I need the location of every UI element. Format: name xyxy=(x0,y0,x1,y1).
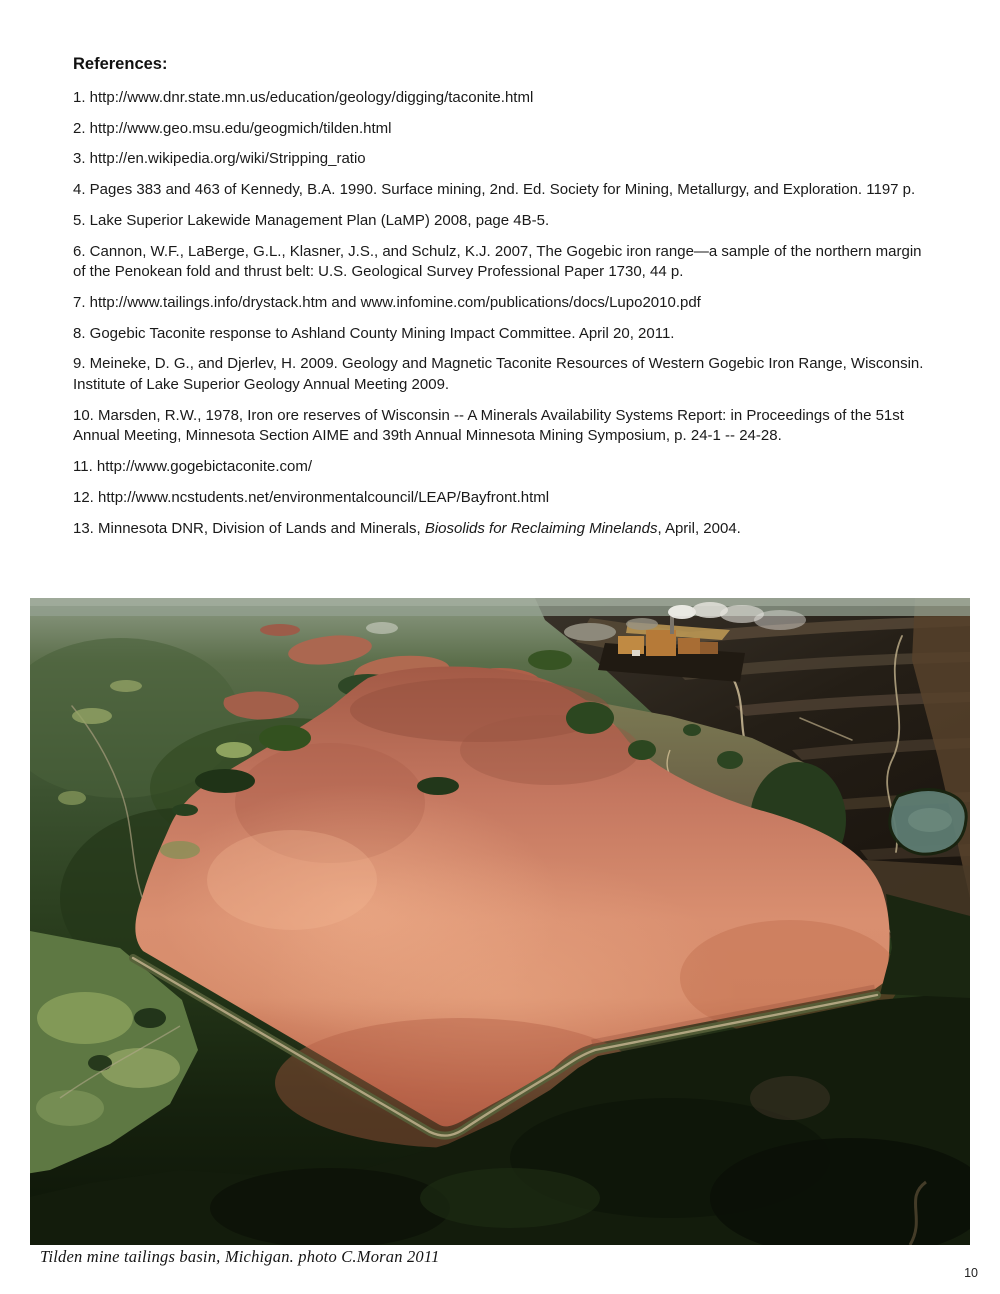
reference-8: 8. Gogebic Taconite response to Ashland County Mining Impact Committee. April 20, 2011. xyxy=(73,324,675,342)
reference-9: 9. Meineke, D. G., and Djerlev, H. 2009. Geology and Magnetic Taconite Resources of Western Gogebic Iron Range, Wisconsin. Institute of Lake Superior Geology Annual Meeting 2009. xyxy=(73,355,924,394)
reference-6: 6. Cannon, W.F., LaBerge, G.L., Klasner, J.S., and Schulz, K.J. 2007, The Gogebic iron range—a sample of the northern margin of the Penokean fold and thrust belt: U.S. Geological Survey Professional Paper 1730, 44 p. xyxy=(73,242,922,281)
reference-7[interactable]: 7. http://www.tailings.info/drystack.htm and www.infomine.com/publications/docs/Lupo2010.pdf xyxy=(73,293,701,311)
reference-13-prefix: 13. Minnesota DNR, Division of Lands and Minerals, xyxy=(73,519,425,537)
tailings-basin-photo-art xyxy=(30,598,970,1245)
page-number: 10 xyxy=(964,1266,978,1280)
reference-10: 10. Marsden, R.W., 1978, Iron ore reserves of Wisconsin -- A Minerals Availability Systems Report: in Proceedings of the 51st Annual Meeting, Minnesota Section AIME and 39th Annual Minnesota Mining Symposium, p. 24-1 -- 24-28. xyxy=(73,406,904,445)
reference-13 xyxy=(73,519,931,540)
tailings-basin-photo xyxy=(30,598,970,1245)
reference-5: 5. Lake Superior Lakewide Management Plan (LaMP) 2008, page 4B-5. xyxy=(73,211,550,229)
clear-pond xyxy=(890,789,966,854)
reference-11[interactable]: 11. http://www.gogebictaconite.com/ xyxy=(73,458,313,476)
reference-12[interactable]: 12. http://www.ncstudents.net/environmentalcouncil/LEAP/Bayfront.html xyxy=(73,488,550,506)
horizon-haze xyxy=(30,598,970,616)
references-heading: References: xyxy=(73,55,168,73)
reference-13-suffix: , April, 2004. xyxy=(657,519,741,537)
reference-13-title: Biosolids for Reclaiming Minelands xyxy=(424,519,658,537)
reference-1[interactable]: 1. http://www.dnr.state.mn.us/education/geology/digging/taconite.html xyxy=(73,89,534,106)
reference-2[interactable]: 2. http://www.geo.msu.edu/geogmich/tilden.html xyxy=(73,119,392,137)
reference-4: 4. Pages 383 and 463 of Kennedy, B.A. 1990. Surface mining, 2nd. Ed. Society for Mining, Metallurgy, and Exploration. 1197 p. xyxy=(73,181,916,199)
photo-caption: Tilden mine tailings basin, Michigan. photo C.Moran 2011 xyxy=(40,1247,440,1266)
references-section xyxy=(73,54,931,549)
reference-3[interactable]: 3. http://en.wikipedia.org/wiki/Stripping_ratio xyxy=(73,150,366,168)
